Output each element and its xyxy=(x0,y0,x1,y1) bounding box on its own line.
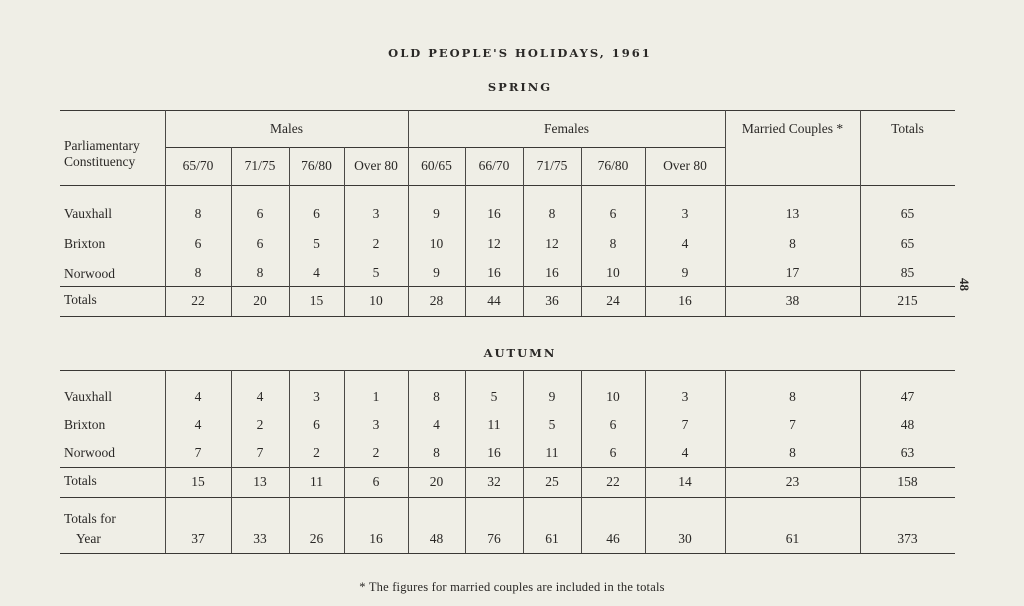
spring-row-cell: 6 xyxy=(313,206,320,221)
spring-row-cell: 8 xyxy=(256,265,264,280)
autumn-row-cell: 3 xyxy=(681,389,689,404)
autumn-row-cell: 47 xyxy=(900,389,915,404)
year-totals-cell: 373 xyxy=(897,530,918,546)
autumn-row-cell: 8 xyxy=(789,389,796,404)
spring-row-cell: 6 xyxy=(194,236,202,251)
spring-totals-row-cell: 22 xyxy=(191,293,205,308)
spring-row-cell: 16 xyxy=(545,265,559,280)
year-totals-label-2: Year xyxy=(76,531,101,546)
autumn-row-cell: 8 xyxy=(433,389,440,404)
autumn-totals-row-label: Totals xyxy=(64,473,97,488)
autumn-totals-row-cell: 14 xyxy=(678,474,692,489)
rule-line xyxy=(60,316,955,317)
spring-heading: SPRING xyxy=(487,80,553,94)
autumn-row-cell: 3 xyxy=(313,389,320,404)
spring-row-label: Vauxhall xyxy=(64,206,112,221)
spring-row-cell: 4 xyxy=(313,265,320,280)
autumn-totals-row-cell: 25 xyxy=(545,474,559,489)
age-band-header: 65/70 xyxy=(182,158,214,173)
autumn-row-cell: 6 xyxy=(609,417,617,432)
autumn-totals-row-cell: 32 xyxy=(487,474,501,489)
spring-row-cell: 10 xyxy=(606,265,620,280)
spring-totals-row-cell: 24 xyxy=(606,293,620,308)
spring-totals-row-cell: 20 xyxy=(253,293,267,308)
autumn-totals-row-cell: 20 xyxy=(429,474,444,489)
autumn-heading: AUTUMN xyxy=(483,346,557,360)
spring-totals-row-cell: 215 xyxy=(897,293,918,308)
spring-row-cell: 6 xyxy=(256,206,264,221)
spring-row-cell: 2 xyxy=(372,236,380,251)
page-number: 48 xyxy=(957,278,972,291)
spring-row-cell: 65 xyxy=(900,236,915,251)
autumn-row-cell: 2 xyxy=(256,417,264,432)
autumn-row-cell: 5 xyxy=(548,417,556,432)
autumn-row-cell: 11 xyxy=(545,445,559,460)
autumn-row-cell: 16 xyxy=(487,445,501,460)
spring-row-cell: 5 xyxy=(313,236,320,251)
year-totals-cell: 46 xyxy=(606,530,620,546)
spring-totals-row-cell: 44 xyxy=(487,293,501,308)
autumn-row-cell: 6 xyxy=(609,445,617,460)
autumn-row-cell: 10 xyxy=(606,389,620,404)
autumn-row-cell: 2 xyxy=(313,445,320,460)
year-totals-cell: 61 xyxy=(545,530,559,546)
year-totals-cell: 16 xyxy=(369,530,383,546)
spring-row-cell: 9 xyxy=(433,265,440,280)
autumn-row-cell: 3 xyxy=(372,417,380,432)
spring-row-cell: 3 xyxy=(681,206,689,221)
totals-header: Totals xyxy=(891,120,924,136)
rule-line xyxy=(60,185,955,186)
spring-row-cell: 6 xyxy=(256,236,264,251)
autumn-totals-row-cell: 6 xyxy=(372,474,380,489)
autumn-row-cell: 7 xyxy=(194,445,202,460)
autumn-totals-row-cell: 11 xyxy=(310,474,323,489)
age-band-header: 71/75 xyxy=(536,158,568,173)
year-totals-cell: 48 xyxy=(429,530,444,546)
spring-totals-row-cell: 10 xyxy=(369,293,383,308)
spring-row-cell: 8 xyxy=(194,265,202,280)
autumn-row-cell: 48 xyxy=(900,417,915,432)
year-totals-cell: 37 xyxy=(191,530,205,546)
autumn-row-cell: 7 xyxy=(789,417,796,432)
spring-totals-row-cell: 28 xyxy=(429,293,444,308)
rule-line xyxy=(60,553,955,554)
autumn-row-cell: 7 xyxy=(256,445,264,460)
spring-row-cell: 16 xyxy=(487,265,501,280)
married-couples-header: Married Couples * xyxy=(741,120,844,136)
spring-row-cell: 10 xyxy=(429,236,444,251)
year-totals-cell: 61 xyxy=(785,530,800,546)
spring-row-cell: 12 xyxy=(545,236,559,251)
spring-row-cell: 5 xyxy=(372,265,380,280)
autumn-row-cell: 1 xyxy=(372,389,380,404)
spring-row-cell: 3 xyxy=(372,206,380,221)
autumn-row-cell: 8 xyxy=(789,445,796,460)
spring-row-cell: 8 xyxy=(194,206,202,221)
spring-row-cell: 9 xyxy=(433,206,440,221)
age-band-header: 60/65 xyxy=(421,158,452,173)
spring-row-cell: 17 xyxy=(785,265,800,280)
spring-row-label: Brixton xyxy=(64,236,106,251)
constituency-header-2: Constituency xyxy=(64,154,136,169)
autumn-row-label: Brixton xyxy=(64,417,106,432)
autumn-row-cell: 9 xyxy=(548,389,556,404)
spring-totals-row-cell: 15 xyxy=(309,293,324,308)
spring-totals-row-label: Totals xyxy=(64,292,97,307)
autumn-totals-row-cell: 15 xyxy=(191,474,205,489)
females-header: Females xyxy=(544,120,589,136)
constituency-header: Parliamentary xyxy=(64,138,140,153)
spring-row-cell: 65 xyxy=(900,206,915,221)
autumn-totals-row-cell: 22 xyxy=(606,474,620,489)
spring-row-cell: 4 xyxy=(681,236,689,251)
page-title: OLD PEOPLE'S HOLIDAYS, 1961 xyxy=(388,46,652,60)
age-band-header: 71/75 xyxy=(244,158,276,173)
spring-totals-row-cell: 16 xyxy=(678,293,692,308)
autumn-row-cell: 4 xyxy=(256,389,264,404)
spring-row-cell: 8 xyxy=(548,206,556,221)
spring-row-cell: 8 xyxy=(609,236,617,251)
age-band-header: Over 80 xyxy=(663,158,707,173)
spring-row-cell: 13 xyxy=(785,206,800,221)
rule-line xyxy=(60,370,955,371)
autumn-row-cell: 7 xyxy=(681,417,689,432)
year-totals-cell: 33 xyxy=(253,530,267,546)
spring-row-cell: 85 xyxy=(900,265,915,280)
footnote: * The figures for married couples are included in the totals xyxy=(359,580,665,594)
year-totals-label: Totals for xyxy=(64,511,116,526)
autumn-row-cell: 6 xyxy=(313,417,320,432)
spring-row-cell: 8 xyxy=(789,236,796,251)
spring-row-cell: 12 xyxy=(487,236,501,251)
spring-totals-row-cell: 36 xyxy=(545,293,559,308)
autumn-row-cell: 4 xyxy=(194,389,202,404)
autumn-row-cell: 2 xyxy=(372,445,380,460)
autumn-totals-row-cell: 158 xyxy=(897,474,918,489)
autumn-row-cell: 8 xyxy=(433,445,440,460)
age-band-header: 76/80 xyxy=(301,158,332,173)
autumn-row-cell: 4 xyxy=(681,445,689,460)
autumn-totals-row-cell: 13 xyxy=(253,474,267,489)
spring-row-cell: 16 xyxy=(487,206,501,221)
spring-row-cell: 9 xyxy=(681,265,689,280)
autumn-row-label: Norwood xyxy=(64,445,115,460)
year-totals-cell: 30 xyxy=(678,530,692,546)
autumn-row-cell: 4 xyxy=(433,417,440,432)
year-totals-cell: 76 xyxy=(487,530,501,546)
rule-line xyxy=(60,497,955,498)
autumn-row-cell: 5 xyxy=(490,389,498,404)
age-band-header: 76/80 xyxy=(597,158,629,173)
age-band-header: Over 80 xyxy=(354,158,398,173)
autumn-row-cell: 4 xyxy=(194,417,202,432)
spring-row-label: Norwood xyxy=(64,266,115,281)
autumn-row-cell: 63 xyxy=(900,445,915,460)
autumn-totals-row-cell: 23 xyxy=(785,474,800,489)
age-band-header: 66/70 xyxy=(478,158,510,173)
autumn-row-cell: 11 xyxy=(487,417,501,432)
autumn-row-label: Vauxhall xyxy=(64,389,112,404)
spring-totals-row-cell: 38 xyxy=(785,293,800,308)
males-header: Males xyxy=(270,120,303,136)
year-totals-cell: 26 xyxy=(309,530,324,546)
spring-row-cell: 6 xyxy=(609,206,617,221)
